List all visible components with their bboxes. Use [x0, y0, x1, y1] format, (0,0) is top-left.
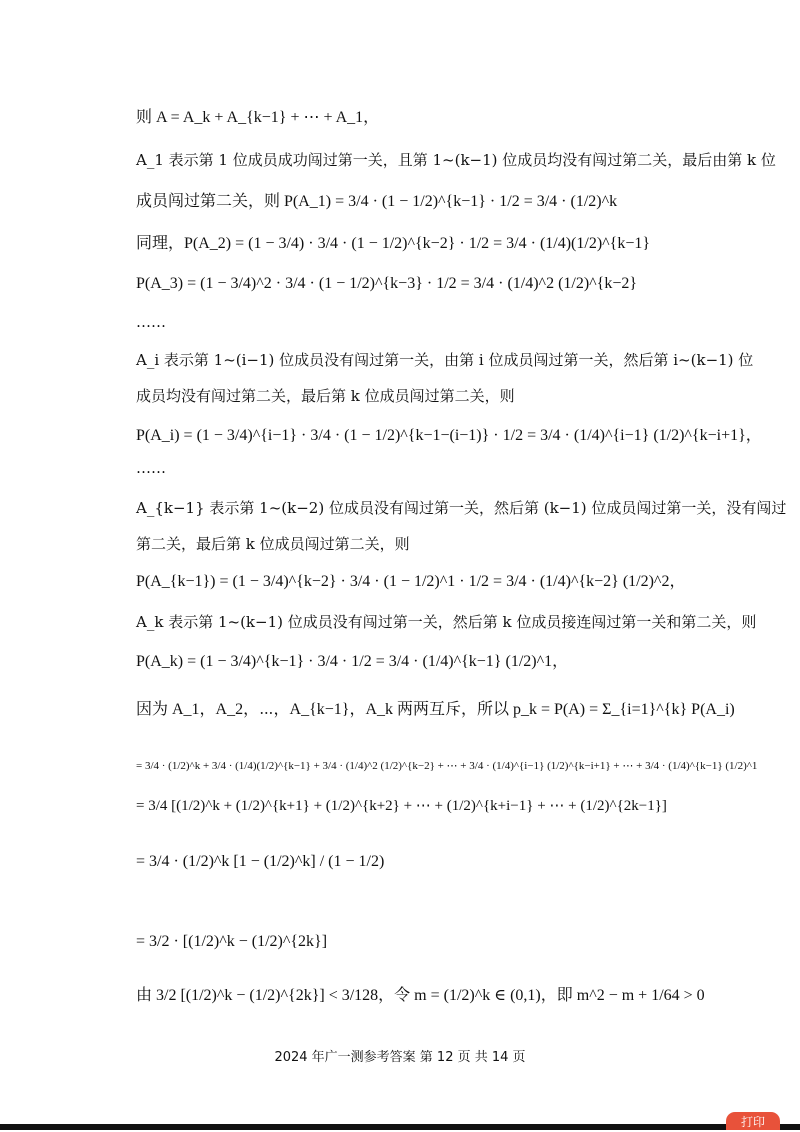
page-footer: 2024 年广一测参考答案 第 12 页 共 14 页 [274, 1050, 526, 1065]
text-line: 成员均没有闯过第二关，最后第 k 位成员闯过第二关，则 [136, 387, 515, 405]
text-line: 由 3/2 [(1/2)^k − (1/2)^{2k}] < 3/128，令 m = (1/2)^k ∈ (0,1)，即 m^2 − m + 1/64 > 0 [136, 987, 705, 1004]
text-line: 成员闯过第二关，则 P(A_1) = 3/4 · (1 − 1/2)^{k−1} · 1/2 = 3/4 · (1/2)^k [136, 193, 618, 210]
text-line: P(A_i) = (1 − 3/4)^{i−1} · 3/4 · (1 − 1/2)^{k−1−(i−1)} · 1/2 = 3/4 · (1/4)^{i−1} (1/2)^{k−i+1}， [136, 427, 762, 444]
text-line: …… [136, 313, 166, 331]
text-line: P(A_3) = (1 − 3/4)^2 · 3/4 · (1 − 1/2)^{k−3} · 1/2 = 3/4 · (1/4)^2 (1/2)^{k−2} [136, 275, 638, 292]
text-line: A_i 表示第 1~(i−1) 位成员没有闯过第一关，由第 i 位成员闯过第一关，然后第 i~(k−1) 位 [136, 351, 754, 369]
text-line: = 3/4 · (1/2)^k + 3/4 · (1/4)(1/2)^{k−1} + 3/4 · (1/4)^2 (1/2)^{k−2} + ⋯ + 3/4 · (1/4)^{i−1} (1/2)^{k−i+1} + ⋯ + 3/4 · (1/4)^{k−1} (1/2)^1 [136, 760, 758, 772]
text-line: = 3/4 [(1/2)^k + (1/2)^{k+1} + (1/2)^{k+2} + ⋯ + (1/2)^{k+i−1} + ⋯ + (1/2)^{2k−1}] [136, 798, 667, 814]
text-line: A_1 表示第 1 位成员成功闯过第一关，且第 1~(k−1) 位成员均没有闯过第二关，最后由第 k 位 [136, 151, 776, 169]
text-line: P(A_k) = (1 − 3/4)^{k−1} · 3/4 · 1/2 = 3/4 · (1/4)^{k−1} (1/2)^1， [136, 653, 569, 670]
text-line: = 3/2 · [(1/2)^k − (1/2)^{2k}] [136, 933, 328, 950]
text-line: P(A_{k−1}) = (1 − 3/4)^{k−2} · 3/4 · (1 − 1/2)^1 · 1/2 = 3/4 · (1/4)^{k−2} (1/2)^2， [136, 573, 686, 590]
text-line: 第二关，最后第 k 位成员闯过第二关，则 [136, 535, 410, 553]
text-line: 同理，P(A_2) = (1 − 3/4) · 3/4 · (1 − 1/2)^{k−2} · 1/2 = 3/4 · (1/4)(1/2)^{k−1} [136, 235, 651, 252]
text-line: A_{k−1} 表示第 1~(k−2) 位成员没有闯过第一关，然后第 (k−1) 位成员闯过第一关，没有闯过 [136, 499, 787, 517]
text-line: 因为 A_1，A_2，⋯，A_{k−1}，A_k 两两互斥，所以 p_k = P(A) = Σ_{i=1}^{k} P(A_i) [136, 701, 735, 718]
text-line: 则 A = A_k + A_{k−1} + ⋯ + A_1， [136, 109, 380, 126]
bottom-divider [0, 1124, 800, 1130]
text-line: …… [136, 459, 166, 477]
text-line: A_k 表示第 1~(k−1) 位成员没有闯过第一关，然后第 k 位成员接连闯过第一关和第二关，则 [136, 613, 757, 631]
print-stamp: 打印 [726, 1112, 780, 1130]
text-line: = 3/4 · (1/2)^k [1 − (1/2)^k] / (1 − 1/2) [136, 853, 385, 870]
